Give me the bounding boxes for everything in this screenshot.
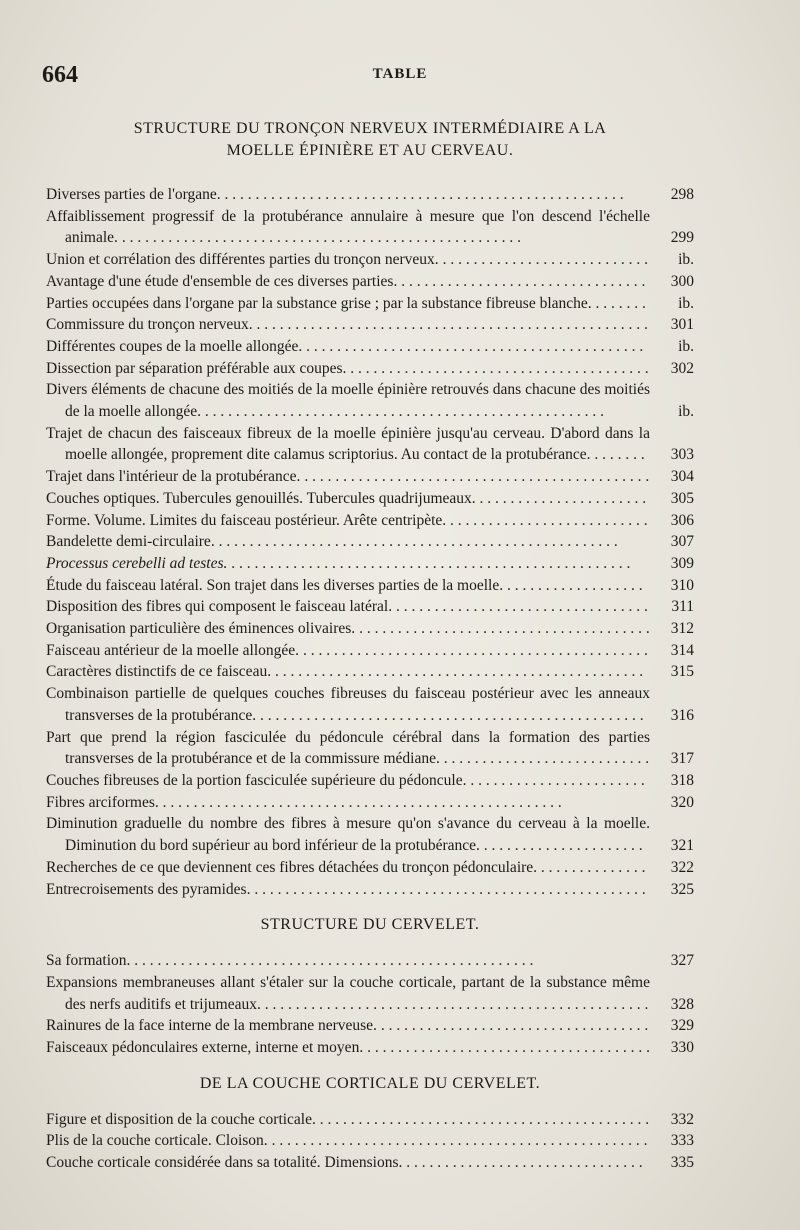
- toc-entry: [46, 1152, 694, 1174]
- toc-entry: [46, 1037, 694, 1059]
- entry-title: Forme. Volume. Limites du faisceau postérieur. Arête centripète.: [46, 511, 447, 529]
- entry-title: Union et corrélation des différentes parties du tronçon nerveux.: [46, 251, 439, 269]
- entry-title: Faisceaux pédonculaires externe, interne et moyen.: [46, 1039, 364, 1057]
- dot-leader: . . . . . . . . . . . . . . . . . . . . . . . . . . . . . . . . . . .: [376, 1017, 649, 1035]
- entry-page-number: ib.: [678, 403, 694, 421]
- toc-entry: [46, 575, 694, 597]
- entry-title: Plis de la couche corticale. Cloison.: [46, 1132, 268, 1150]
- toc-entry: [46, 423, 694, 466]
- entry-page-number: 314: [670, 641, 694, 659]
- entry-title: Recherches de ce que deviennent ces fibres détachées du tronçon pédonculaire.: [46, 858, 538, 876]
- entry-page-number: 325: [670, 880, 694, 898]
- entry-title: Avantage d'une étude d'ensemble de ces diverses parties.: [46, 272, 398, 290]
- dot-leader: . . . . . . . . . . . . . . . . . . . . . . . . . . . . . . . . . . . . . . . . . . .: [315, 1110, 650, 1128]
- toc-entry: [46, 531, 694, 553]
- dot-leader: . . . . . . . . . . . . . .: [537, 858, 646, 876]
- entry-page-number: 309: [670, 554, 694, 572]
- toc-entry: [46, 683, 694, 726]
- section-heading-line: DE LA COUCHE CORTICALE DU CERVELET.: [199, 1074, 541, 1092]
- dot-leader: . . . . . . . . . . . . . . . . . . . . . . . . . . . . . . . . . . . . . . . . . . . . . . . . . . .: [252, 316, 648, 334]
- entry-title: Couches fibreuses de la portion fasciculée supérieure du pédoncule.: [46, 771, 467, 789]
- entry-page-number: 307: [670, 533, 694, 551]
- entry-title: Sa formation.: [46, 952, 131, 970]
- toc-entry: [46, 727, 694, 770]
- dot-leader: . . . . . . .: [590, 446, 645, 464]
- entry-page-number: 321: [670, 837, 694, 855]
- toc-entry: [46, 553, 694, 575]
- entry-page-number: 299: [670, 229, 694, 247]
- toc-entry: [46, 770, 694, 792]
- dot-leader: . . . . . . . . . . . . . . . . . . . . . . . . . . . . . . . . . . . . . . .: [346, 359, 649, 377]
- entry-title: Divers éléments de chacune des moitiés de la moelle épinière retrouvés dans chacune des moitiés de la moelle allongée.: [46, 381, 650, 421]
- entry-title: Fibres arciformes.: [46, 793, 159, 811]
- entry-page-number: 327: [670, 952, 694, 970]
- entry-page-number: 333: [670, 1132, 694, 1150]
- dot-leader: . . . . . . . . . . . . . . . . . . . . . . . . . . . . . . . . .: [392, 598, 648, 616]
- dot-leader: . . . . . . . . . . . . . . . . . . . . . . . . . . . . . . . . . . . . . .: [355, 620, 650, 638]
- toc-entry: [46, 879, 694, 901]
- dot-leader: . . . . . . . . . . . . . . . . . . . . . . . . . . . . . . . . . . . . . . . . . . . . . . . . . .: [260, 995, 649, 1013]
- toc-entry: [46, 950, 694, 972]
- dot-leader: . . . . . . . . . . . . . . . . . . . . . . . . . . . . . . . .: [397, 272, 646, 290]
- entry-page-number: 318: [670, 771, 694, 789]
- entry-title: Couche corticale considérée dans sa totalité. Dimensions.: [46, 1154, 403, 1172]
- toc-entry: [46, 640, 694, 662]
- dot-leader: . . . . . . . . . . . . . . . . . . . . . .: [475, 489, 647, 507]
- dot-leader: . . . . . . . . . . . . . . . . . . . . . . . . . . .: [439, 750, 650, 768]
- section-heading: [46, 914, 694, 936]
- dot-leader: . . . . . . . . . . . . . . . . . . . . . . . . . .: [446, 511, 648, 529]
- entry-page-number: 322: [670, 858, 694, 876]
- entry-title: Bandelette demi-circulaire.: [46, 533, 215, 551]
- dot-leader: . . . . . . . . . . . . . . . . . . . . . . . . . . . . . . . . . . . . . . . . . . . . . . . . . . . .: [158, 793, 562, 811]
- entry-page-number: 304: [670, 468, 694, 486]
- toc-entry: [46, 1015, 694, 1037]
- toc-entry: [46, 596, 694, 618]
- dot-leader: . . . . . . . . . . . . . . . . . . . . . . . . . . . . . . . . . . . . . . . . . . . . . . . .: [271, 663, 644, 681]
- entry-page-number: 335: [670, 1154, 694, 1172]
- entry-title: Trajet de chacun des faisceaux fibreux de la moelle épinière jusqu'au cerveau. D'abord dans la moelle allongée, proprement dite calamus scriptorius. Au contact de la protubérance.: [46, 424, 650, 464]
- entry-page-number: 332: [670, 1110, 694, 1128]
- entry-title: Diminution graduelle du nombre des fibres à mesure qu'on s'avance du cerveau à la moelle. Diminution du bord supérieur au bord inférieur de la protubérance.: [46, 815, 650, 855]
- entry-title: Dissection par séparation préférable aux coupes.: [46, 359, 347, 377]
- entry-page-number: ib.: [678, 294, 694, 312]
- toc-entry: [46, 314, 694, 336]
- entry-title: Caractères distinctifs de ce faisceau.: [46, 663, 272, 681]
- entry-page-number: 316: [670, 706, 694, 724]
- dot-leader: . . . . . . . . . . . . . . . . . . . . . . .: [466, 771, 645, 789]
- entry-page-number: 306: [670, 511, 694, 529]
- toc-entry: [46, 618, 694, 640]
- entry-page-number: 305: [670, 489, 694, 507]
- entry-title: Parties occupées dans l'organe par la substance grise ; par la substance fibreuse blanche.: [46, 294, 592, 312]
- toc-entry: [46, 184, 694, 206]
- toc-entry: [46, 466, 694, 488]
- entry-page-number: 300: [670, 272, 694, 290]
- toc-entry: [46, 661, 694, 683]
- toc-entry: [46, 206, 694, 249]
- entry-title: Couches optiques. Tubercules genouillés. Tubercules quadrijumeaux.: [46, 489, 476, 507]
- dot-leader: . . . . . . .: [591, 294, 646, 312]
- toc-entry: [46, 358, 694, 380]
- section-heading-line: STRUCTURE DU TRONÇON NERVEUX INTERMÉDIAIRE A LA: [133, 120, 607, 137]
- dot-leader: . . . . . . . . . . . . . . . . . . . . . . . . . . . . . . . . . . . . . . . . . . . . . . . . . . . .: [214, 533, 618, 551]
- dot-leader: . . . . . . . . . . . . . . . . . . . . . . . . . . .: [438, 251, 648, 269]
- entry-page-number: ib.: [678, 251, 694, 269]
- running-head: [40, 62, 760, 92]
- section-couche-corticale: [46, 1073, 694, 1174]
- dot-leader: . . . . . . . . . . . . . . . . . .: [503, 576, 643, 594]
- toc-entry: [46, 488, 694, 510]
- entry-list: [46, 1109, 694, 1174]
- entry-page-number: 320: [670, 793, 694, 811]
- entry-title: Différentes coupes de la moelle allongée.: [46, 337, 303, 355]
- toc-entry: [46, 293, 694, 315]
- entry-title: Trajet dans l'intérieur de la protubérance.: [46, 468, 301, 486]
- dot-leader: . . . . . . . . . . . . . . . . . . . . . . . . . . . . . . . . . . . . . . . . . . . . . . . . . . . .: [201, 403, 604, 421]
- dot-leader: . . . . . . . . . . . . . . . . . . . . . . . . . . . . . . . . . . . . . . . . . . . . . . . . .: [267, 1132, 648, 1150]
- entry-title: Étude du faisceau latéral. Son trajet dans les diverses parties de la moelle.: [46, 576, 504, 594]
- dot-leader: . . . . . . . . . . . . . . . . . . . . . . . . . . . . . . . . . . . . . . . . . . . . .: [300, 468, 650, 486]
- entry-page-number: 298: [670, 186, 694, 203]
- section-tronçon-nerveux: [46, 118, 694, 900]
- toc-entry: [46, 857, 694, 879]
- entry-title: Diverses parties de l'organe.: [46, 186, 221, 203]
- section-cervelet: [46, 914, 694, 1059]
- dot-leader: . . . . . . . . . . . . . . . . . . . . . . . . . . . . . . . . . . . . . . . . . . . .: [302, 337, 644, 355]
- dot-leader: . . . . . . . . . . . . . . . . . . . . . . . . . . . . . . . . . . . . . . . . . . . . . . . . . . . .: [227, 554, 631, 572]
- section-heading-line: MOELLE ÉPINIÈRE ET AU CERVEAU.: [226, 142, 514, 159]
- entry-page-number: 303: [670, 446, 694, 464]
- dot-leader: . . . . . . . . . . . . . . . . . . . . . . . . . . . . . . . . . . . . . . . . . . . . . . . . . . .: [250, 880, 646, 898]
- toc-entry: [46, 1130, 694, 1152]
- toc-entry: [46, 249, 694, 271]
- entry-page-number: ib.: [678, 337, 694, 355]
- section-heading: [46, 1073, 694, 1095]
- toc-entry: [46, 271, 694, 293]
- entry-title: Entrecroisements des pyramides.: [46, 880, 251, 898]
- page-number: 664: [42, 62, 78, 88]
- entry-page-number: 315: [670, 663, 694, 681]
- entry-title: Faisceau antérieur de la moelle allongée.: [46, 641, 300, 659]
- entry-title: Part que prend la région fasciculée du pédoncule cérébral dans la formation des parties transverses de la protubérance et de la commissure médiane.: [46, 728, 650, 768]
- dot-leader: . . . . . . . . . . . . . . . . . . . . . . . . . . . . . . . . . . . . . . . . . . . . . . . . . . . .: [117, 229, 521, 247]
- dot-leader: . . . . . . . . . . . . . . . . . . . . .: [479, 837, 643, 855]
- entry-title: Rainures de la face interne de la membrane nerveuse.: [46, 1017, 377, 1035]
- section-heading: [46, 118, 694, 162]
- toc-entry: [46, 379, 694, 422]
- entry-title: Processus cerebelli ad testes.: [46, 554, 228, 572]
- entry-list: [46, 184, 694, 900]
- entry-page-number: 301: [670, 316, 694, 334]
- table-of-contents: [46, 118, 694, 1174]
- entry-title: Combinaison partielle de quelques couches fibreuses du faisceau postérieur avec les anneaux transverses de la protubérance.: [46, 685, 650, 724]
- toc-entry: [46, 1109, 694, 1131]
- entry-page-number: 311: [671, 598, 694, 616]
- dot-leader: . . . . . . . . . . . . . . . . . . . . . . . . . . . . . . . . . . . . . . . . . . . . . . . . . . . .: [130, 952, 534, 970]
- entry-title: Affaiblissement progressif de la protubérance annulaire à mesure que l'on descend l'échelle animale.: [46, 207, 650, 247]
- entry-page-number: 317: [670, 750, 694, 768]
- dot-leader: . . . . . . . . . . . . . . . . . . . . . . . . . . . . . . .: [402, 1154, 643, 1172]
- section-heading-line: STRUCTURE DU CERVELET.: [260, 916, 480, 934]
- entry-page-number: 329: [670, 1017, 694, 1035]
- entry-page-number: 312: [670, 620, 694, 638]
- entry-page-number: 310: [670, 576, 694, 594]
- toc-entry: [46, 972, 694, 1015]
- entry-title: Disposition des fibres qui composent le faisceau latéral.: [46, 598, 393, 616]
- entry-title: Commissure du tronçon nerveux.: [46, 316, 253, 334]
- entry-page-number: 302: [670, 359, 694, 377]
- entry-title: Expansions membraneuses allant s'étaler sur la couche corticale, partant de la substance même des nerfs auditifs et trijumeaux.: [46, 973, 650, 1013]
- entry-title: Organisation particulière des éminences olivaires.: [46, 620, 356, 638]
- toc-entry: [46, 336, 694, 358]
- dot-leader: . . . . . . . . . . . . . . . . . . . . . . . . . . . . . . . . . . . . .: [363, 1039, 650, 1057]
- toc-entry: [46, 510, 694, 532]
- entry-list: [46, 950, 694, 1059]
- entry-title: Figure et disposition de la couche corticale.: [46, 1110, 316, 1128]
- dot-leader: . . . . . . . . . . . . . . . . . . . . . . . . . . . . . . . . . . . . . . . . . . . . . . . . . . . .: [220, 186, 624, 203]
- toc-entry: [46, 813, 694, 856]
- running-title: TABLE: [372, 66, 428, 82]
- dot-leader: . . . . . . . . . . . . . . . . . . . . . . . . . . . . . . . . . . . . . . . . . . . . .: [299, 641, 648, 659]
- entry-page-number: 328: [670, 995, 694, 1013]
- entry-page-number: 330: [670, 1039, 694, 1057]
- toc-entry: [46, 792, 694, 814]
- dot-leader: . . . . . . . . . . . . . . . . . . . . . . . . . . . . . . . . . . . . . . . . . . . . . . . . . .: [256, 706, 644, 724]
